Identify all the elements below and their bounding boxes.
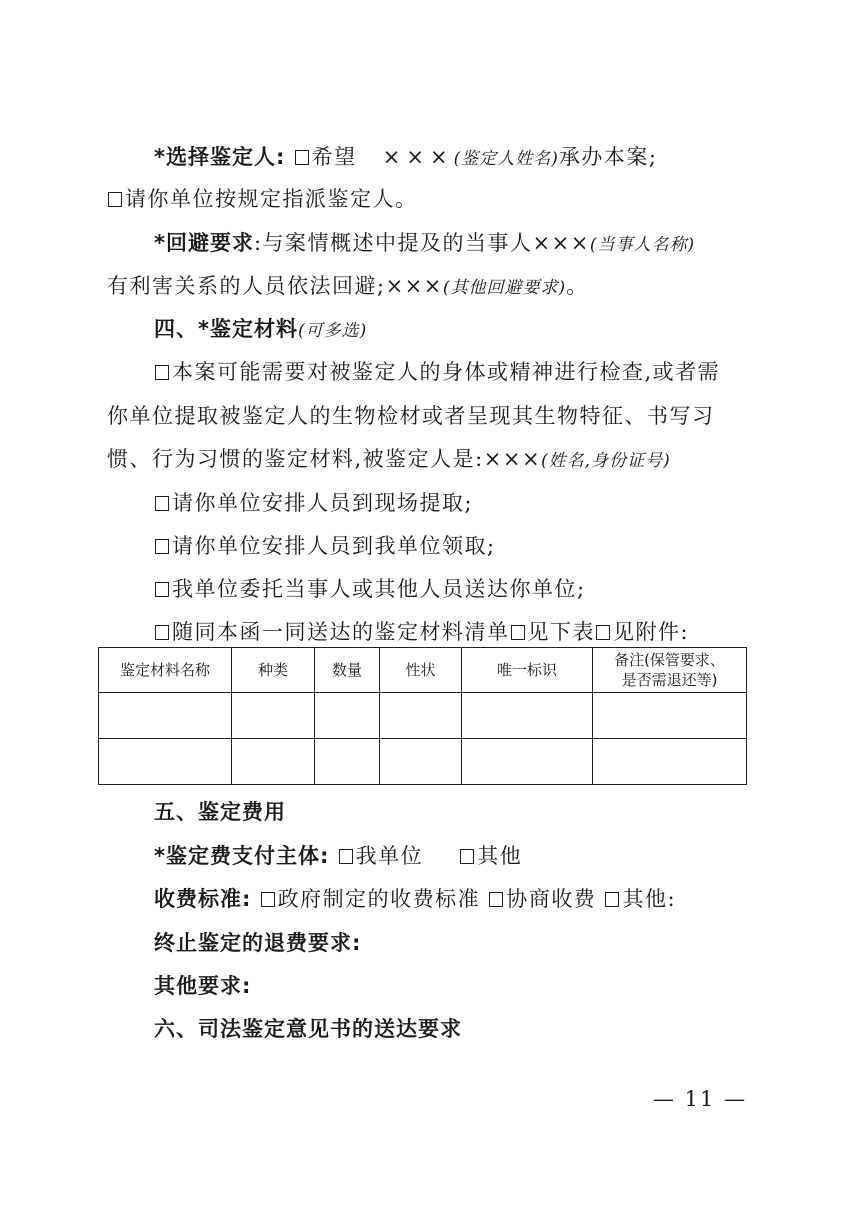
table-cell[interactable] — [315, 693, 380, 739]
table-header-property: 性状 — [380, 648, 462, 693]
table-header-remarks-line-2: 是否需退还等) — [621, 671, 718, 689]
table-cell[interactable] — [99, 693, 232, 739]
section4-heading: 四、*鉴定材料 — [154, 317, 298, 341]
avoidance-text-2: 有利害关系的人员依法回避;××× — [107, 274, 443, 298]
table-header-remarks-line-1: 备注(保管要求、 — [614, 651, 725, 669]
section6-heading: 六、司法鉴定意见书的送达要求 — [154, 1017, 462, 1041]
checkbox-fee-other[interactable] — [605, 892, 619, 907]
section4-heading-line — [154, 314, 367, 346]
section4-hint: (可多选) — [297, 321, 368, 341]
section4-para-text-1: 本案可能需要对被鉴定人的身体或精神进行检查,或者需 — [172, 360, 721, 384]
checkbox-negotiated-fee[interactable] — [489, 892, 503, 907]
table-cell[interactable] — [380, 693, 462, 739]
selection-opt1-xxx: ××× — [382, 145, 454, 169]
materials-table — [98, 647, 747, 785]
table-header-identifier: 唯一标识 — [462, 648, 593, 693]
section4-para-line-2 — [107, 401, 715, 431]
checkbox-see-attachment[interactable] — [596, 625, 610, 640]
payer-option-1: 我单位 — [355, 844, 424, 868]
table-header-name: 鉴定材料名称 — [99, 648, 232, 693]
checkbox-enclosed-list[interactable] — [155, 625, 169, 640]
section4-option-b-text: 请你单位安排人员到我单位领取; — [172, 534, 496, 558]
avoidance-end: 。 — [566, 274, 589, 298]
section4-option-a-text: 请你单位安排人员到现场提取; — [172, 491, 474, 515]
table-cell[interactable] — [462, 739, 593, 785]
section4-para-text-3: 惯、行为习惯的鉴定材料,被鉴定人是:××× — [107, 447, 542, 471]
section6-heading-line — [154, 1014, 462, 1044]
table-cell[interactable] — [593, 739, 747, 785]
section4-option-d-text-1: 随同本函一同送达的鉴定材料清单 — [172, 620, 510, 644]
avoidance-line-1 — [154, 228, 695, 260]
other-requirements-line — [154, 971, 251, 1001]
table-header-row — [99, 648, 747, 693]
section5-heading-line — [154, 797, 286, 827]
fee-standard-line — [154, 884, 676, 914]
section4-option-d — [154, 617, 689, 647]
refund-line — [154, 928, 361, 958]
section4-para-line-1 — [154, 357, 720, 387]
table-cell[interactable] — [462, 693, 593, 739]
avoidance-line-2 — [107, 271, 589, 303]
selection-opt1-suffix: 承办本案; — [558, 145, 658, 169]
fee-standard-option-2: 协商收费 — [506, 887, 597, 911]
checkbox-payer-other[interactable] — [460, 849, 474, 864]
checkbox-examination[interactable] — [155, 365, 169, 380]
fee-standard-label: 收费标准: — [154, 887, 252, 911]
table-cell[interactable] — [99, 739, 232, 785]
section4-para-line-3 — [107, 444, 671, 476]
avoidance-text-1: :与案情概述中提及的当事人××× — [253, 231, 590, 255]
fee-standard-option-3: 其他: — [622, 887, 677, 911]
avoidance-hint-1: (当事人名称) — [589, 235, 696, 255]
payer-option-2: 其他 — [477, 844, 523, 868]
table-cell[interactable] — [593, 693, 747, 739]
section4-option-a — [154, 488, 473, 518]
checkbox-payer-our-unit[interactable] — [339, 849, 353, 864]
checkbox-specific-expert[interactable] — [295, 150, 309, 165]
checkbox-assign-expert[interactable] — [108, 192, 122, 207]
payer-label: *鉴定费支付主体: — [154, 844, 330, 868]
page-number: — 11 — — [653, 1087, 748, 1111]
section4-option-b — [154, 531, 496, 561]
fee-standard-option-1: 政府制定的收费标准 — [277, 887, 481, 911]
section4-option-c — [154, 574, 586, 604]
selection-opt1-prefix: 希望 — [311, 145, 357, 169]
section4-para-hint: (姓名,身份证号) — [541, 451, 671, 471]
selection-line — [154, 142, 657, 174]
table-row — [99, 739, 747, 785]
table-row — [99, 693, 747, 739]
table-header-remarks — [593, 648, 747, 693]
selection-opt2: 请你单位按规定指派鉴定人。 — [125, 187, 418, 211]
section5-heading: 五、鉴定费用 — [154, 800, 286, 824]
checkbox-onsite-extract[interactable] — [155, 496, 169, 511]
section4-option-c-text: 我单位委托当事人或其他人员送达你单位; — [172, 577, 586, 601]
checkbox-collect-at-unit[interactable] — [155, 539, 169, 554]
selection-label: *选择鉴定人: — [154, 145, 286, 169]
checkbox-government-standard[interactable] — [261, 892, 275, 907]
table-cell[interactable] — [232, 739, 315, 785]
checkbox-entrust-delivery[interactable] — [155, 582, 169, 597]
section4-option-d-text-2: 见下表 — [527, 620, 595, 644]
selection-opt1-hint: (鉴定人姓名) — [453, 149, 559, 169]
payer-line — [154, 841, 522, 871]
selection-line-2 — [107, 184, 418, 214]
table-cell[interactable] — [315, 739, 380, 785]
checkbox-see-table[interactable] — [511, 625, 525, 640]
other-requirements-label: 其他要求: — [154, 974, 252, 998]
section4-para-text-2: 你单位提取被鉴定人的生物检材或者呈现其生物特征、书写习 — [107, 404, 715, 428]
refund-label: 终止鉴定的退费要求: — [154, 931, 362, 955]
section4-option-d-text-3: 见附件: — [613, 620, 690, 644]
table-header-type: 种类 — [232, 648, 315, 693]
table-header-quantity: 数量 — [315, 648, 380, 693]
avoidance-label: *回避要求 — [154, 231, 254, 255]
avoidance-hint-2: (其他回避要求) — [442, 278, 567, 298]
table-cell[interactable] — [380, 739, 462, 785]
table-cell[interactable] — [232, 693, 315, 739]
